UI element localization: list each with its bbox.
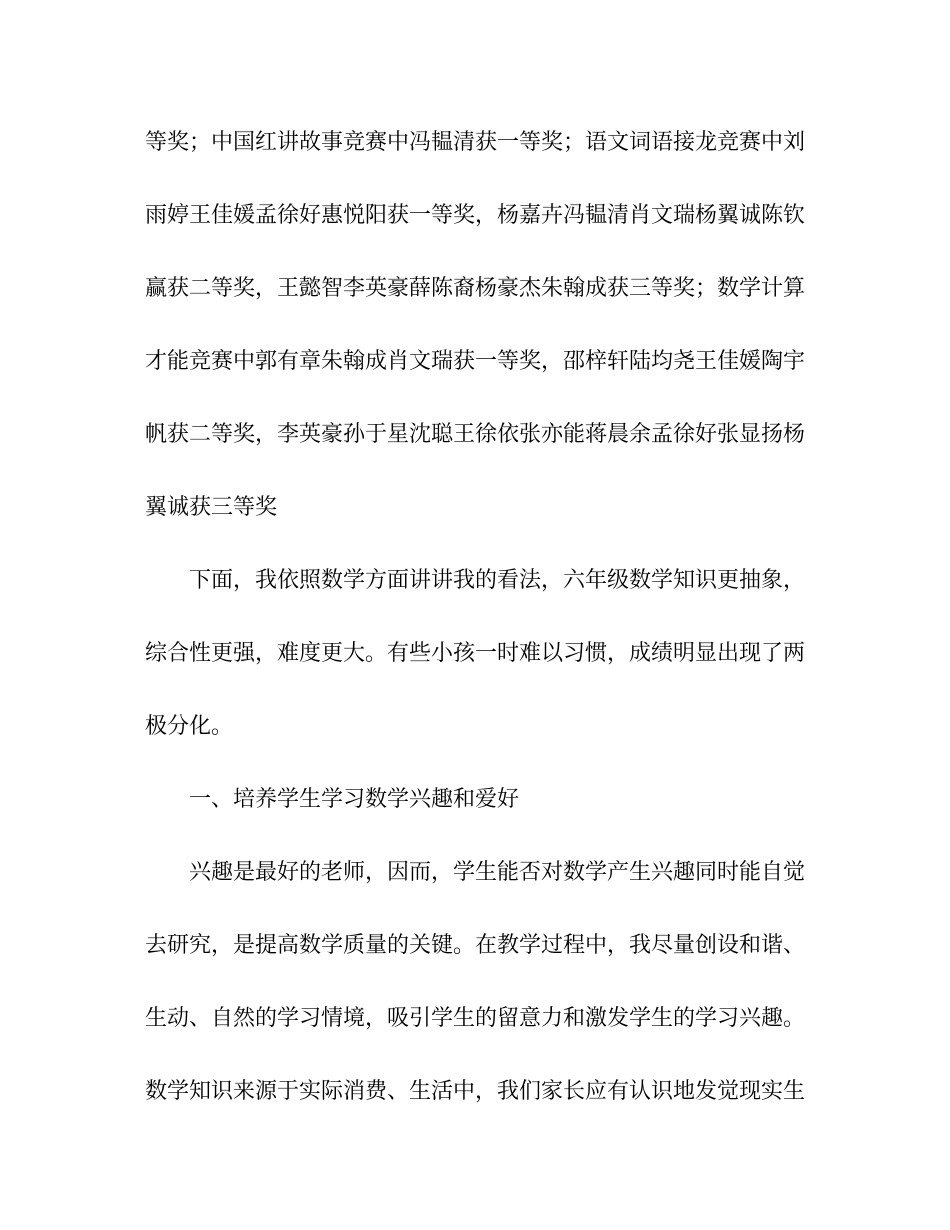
section-heading: 一、培养学生学习数学兴趣和爱好 bbox=[189, 787, 520, 812]
text-line: 帆获二等奖，李英豪孙于星沈聪王徐依张亦能蒋晨余孟徐好张显扬杨 bbox=[145, 422, 806, 447]
text-line: 综合性更强，难度更大。有些小孩一时难以习惯，成绩明显出现了两 bbox=[145, 641, 806, 666]
text-line: 数学知识来源于实际消费、生活中，我们家长应有认识地发觉现实生 bbox=[145, 1079, 806, 1104]
text-line: 去研究，是提高数学质量的关键。在教学过程中，我尽量创设和谐、 bbox=[145, 933, 806, 958]
text-line: 极分化。 bbox=[145, 714, 234, 739]
paragraph-first-line: 兴趣是最好的老师，因而，学生能否对数学产生兴趣同时能自觉 bbox=[189, 860, 806, 885]
text-line: 雨婷王佳媛孟徐好惠悦阳获一等奖，杨嘉卉冯韫清肖文瑞杨翼诚陈钦 bbox=[145, 203, 806, 228]
text-line: 等奖；中国红讲故事竞赛中冯韫清获一等奖；语文词语接龙竞赛中刘 bbox=[145, 130, 806, 155]
text-line: 才能竞赛中郭有章朱翰成肖文瑞获一等奖，邵梓轩陆均尧王佳媛陶宇 bbox=[145, 349, 806, 374]
text-line: 赢获二等奖，王懿智李英豪薛陈裔杨豪杰朱翰成获三等奖；数学计算 bbox=[145, 276, 806, 301]
text-line: 生动、自然的学习情境，吸引学生的留意力和激发学生的学习兴趣。 bbox=[145, 1006, 806, 1031]
paragraph-first-line: 下面，我依照数学方面讲讲我的看法，六年级数学知识更抽象， bbox=[189, 568, 806, 593]
text-line: 翼诚获三等奖 bbox=[145, 495, 278, 520]
